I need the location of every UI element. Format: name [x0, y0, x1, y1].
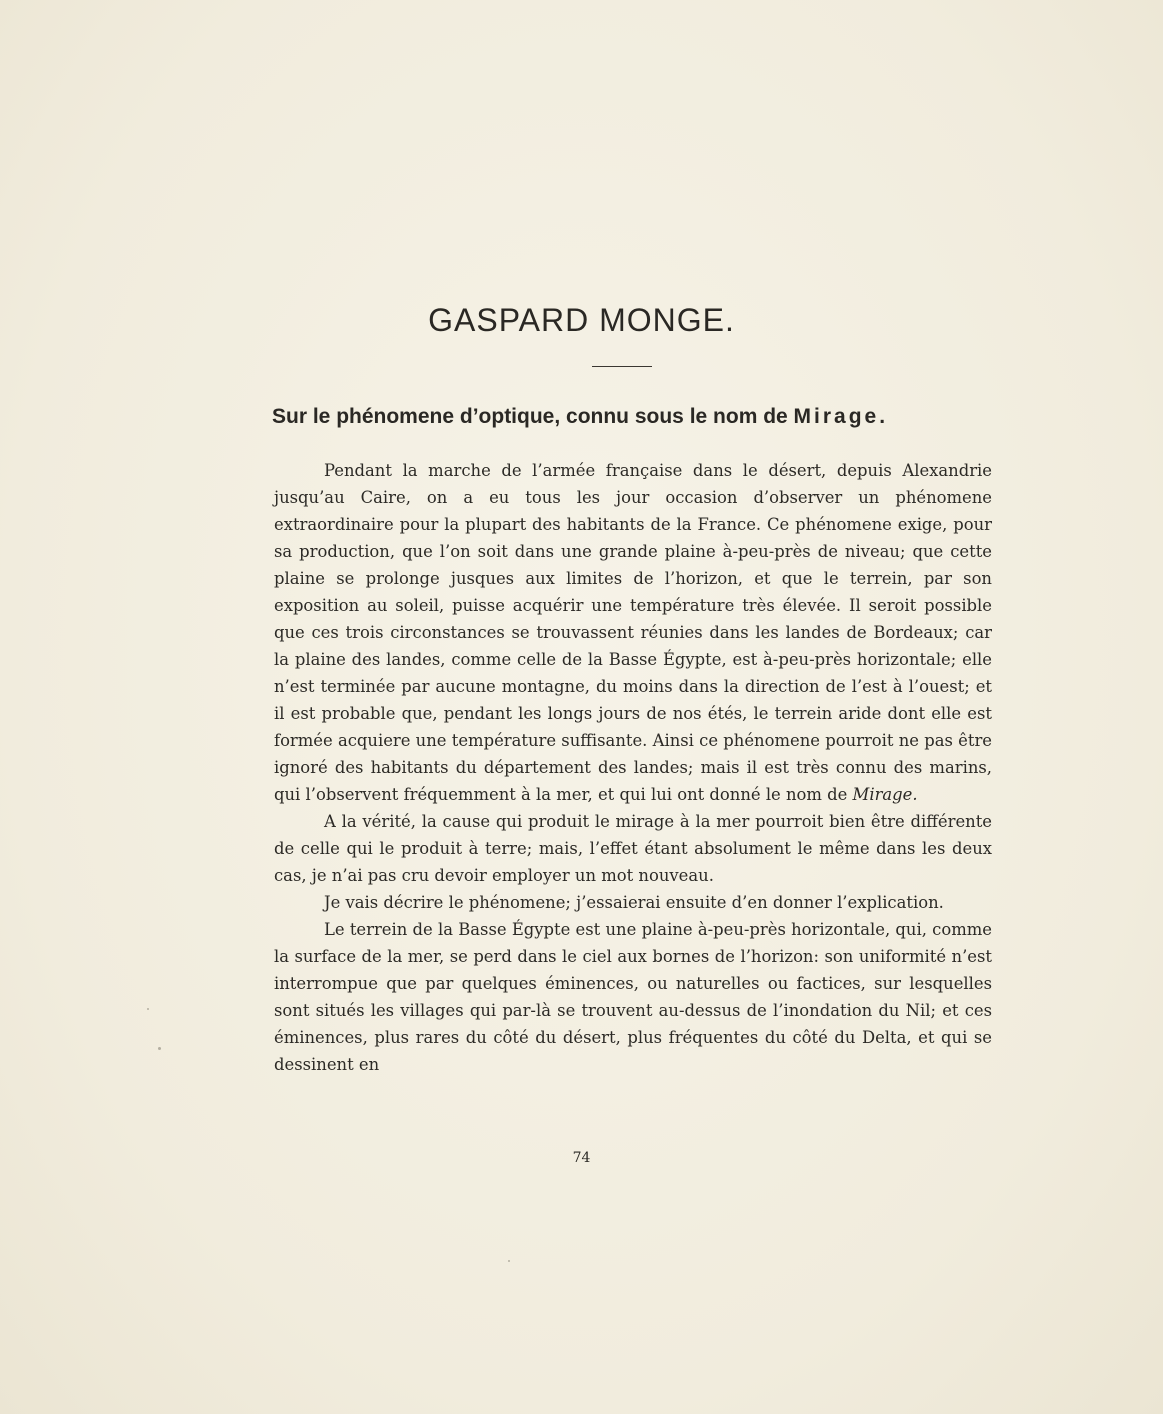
paragraph-1-text: Pendant la marche de l’armée française dans le désert, depuis Alexandrie jusqu’au Caire, on a eu tous les jour occasion d’observer un phénomene extraordinaire pour la plupart des habitants de la France. Ce phénomene exige, pour sa production, que l’on soit dans une grande plaine à-peu-près de niveau; que cette plaine se prolonge jusques aux limites de l’horizon, et que le terrein, par son exposition au soleil, puisse acquérir une température très élevée. Il seroit possible que ces trois circonstances se trouvassent réunies dans les landes de Bordeaux; car la plaine des landes, comme celle de la Basse Égypte, est à-peu-près horizontale; elle n’est terminée par aucune montagne, du moins dans la direction de l’est à l’ouest; et il est probable que, pendant les longs jours de nos étés, le terrein aride dont elle est formée acquiere une température suffisante. Ainsi ce phénomene pourroit ne pas être ignoré des habitants du département des landes; mais il est très connu des marins, qui l’observent fréquemment à la mer, et qui lui ont donné le nom de [274, 461, 992, 804]
paper-speck [158, 1047, 161, 1050]
page-title: GASPARD MONGE. [428, 302, 735, 338]
paper-speck [147, 1008, 149, 1010]
subtitle-suffix: . [879, 405, 886, 428]
body-text [274, 457, 992, 1078]
section-subtitle [272, 405, 992, 429]
paragraph-1-italic: Mirage. [852, 785, 918, 804]
page-number: 74 [572, 1150, 591, 1166]
paragraph-4: Le terrein de la Basse Égypte est une plaine à-peu-près horizontale, qui, comme la surface de la mer, se perd dans le ciel aux bornes de l’horizon: son uniformité n’est interrompue que par quelques éminences, ou naturelles ou factices, sur lesquelles sont situés les villages qui par-là se trouvent au-dessus de l’inondation du Nil; et ces éminences, plus rares du côté du désert, plus fréquentes du côté du Delta, et qui se dessinent en [274, 920, 992, 1074]
paragraph-2: A la vérité, la cause qui produit le mirage à la mer pourroit bien être différente de celle qui le produit à terre; mais, l’effet étant absolument le même dans les deux cas, je n’ai pas cru devoir employer un mot nouveau. [274, 812, 992, 885]
paragraph-3: Je vais décrire le phénomene; j’essaierai ensuite d’en donner l’explication. [324, 893, 944, 912]
subtitle-prefix: Sur le phénomene d’optique, connu sous le nom de [272, 405, 794, 428]
paper-speck [508, 1260, 510, 1262]
paragraph-1 [274, 457, 992, 808]
subtitle-spaced-word: Mirage [793, 405, 880, 428]
title-divider [592, 366, 652, 367]
